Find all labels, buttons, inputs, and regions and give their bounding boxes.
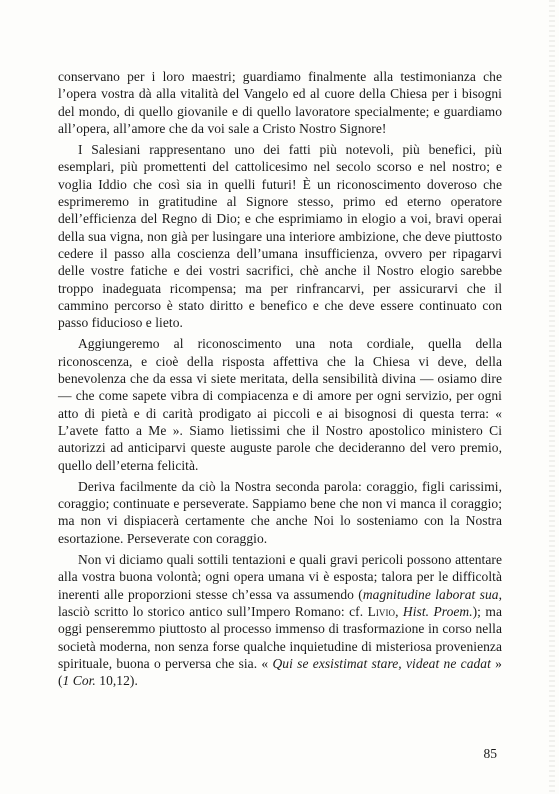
paragraph-5 xyxy=(58,551,502,689)
paragraph-5-text-f: 10,12). xyxy=(95,673,138,689)
paragraph-5-scripture-quote: Qui se exsistimat stare, videat ne cadat xyxy=(272,655,491,671)
paragraph-5-text-d: ); ma oggi penseremmo piuttosto al processo immenso di trasformazione in corso nella società moderna, non senza forse qualche inquietudine di misteriosa provenienza spirituale, buona o perversa che sia. « xyxy=(58,603,502,671)
page-number: 85 xyxy=(483,746,497,761)
paragraph-1-text: conservano per i loro maestri; guardiamo finalmente alla testimonianza che l’opera vostra dà alla vitalità del Vangelo ed al cuore della Chiesa per i bisogni del mondo, di quello giovanile e di quello lavoratore specialmente; e guardiamo all’opera, all’amore che da voi sale a Cristo Nostro Signore! xyxy=(58,69,502,136)
paragraph-5-text-a: Non vi diciamo quali sottili tentazioni e quali gravi pericoli possono attentare alla vostra buona volontà; ogni opera umana vi è esposta; talora per le difficoltà inerenti alle proporzioni stesse ch’essa va assumendo ( xyxy=(58,552,502,602)
paragraph-4 xyxy=(58,478,502,547)
paragraph-3-text: Aggiungeremo al riconoscimento una nota cordiale, quella della riconoscenza, e cioè della risposta affettiva che la Chiesa vi deve, della benevolenza che da essa vi siete meritata, della sensibilità divina — osiamo dire — che come sapete vibra di compiacenza e di amore per ogni servizio, per ogni atto di pietà e di carità prodigato ai piccoli e ai bisognosi di questa terra: « L’avete fatto a Me ». Siamo lietissimi che il Nostro apostolico ministero Ci autorizzi ad anticiparvi queste auguste parole che decideranno del vero premio, quello dell’eterna felicità. xyxy=(58,336,502,473)
paragraph-5-author: Livio xyxy=(367,603,396,619)
paragraph-5-scripture-book: 1 Cor. xyxy=(62,673,96,689)
paragraph-2-text: I Salesiani rappresentano uno dei fatti più notevoli, più benefici, più esemplari, più promettenti del cattolicesimo nel secolo scorso e nel nostro; e voglia Iddio che così sia in quelli futuri! È un riconoscimento doveroso che esprimeremo in gratitudine al Signore stesso, primo ed eterno operatore dell’efficienza del Regno di Dio; e che esprimiamo in elogio a voi, bravi operai della sua vigna, non già per lusingare una interiore ambizione, che deve piuttosto cedere il passo alla coscienza dell’umana insufficienza, ovvero per ripagarvi delle vostre fatiche e dei vostri sacrifici, chè anche il Nostro elogio sarebbe troppo inadeguata ricompensa; ma per rinfrancarvi, per assicurarvi che il cammino percorso è stato diritto e benefico e che deve essere continuato con passo fiducioso e lieto. xyxy=(58,142,502,331)
paragraph-5-text-b: , lasciò scritto lo storico antico sull’Impero Romano: cf. xyxy=(58,586,503,619)
paragraph-5-work-title: Hist. Proem. xyxy=(402,603,473,619)
page-edge-shadow xyxy=(549,0,555,794)
paragraph-4-text: Deriva facilmente da ciò la Nostra seconda parola: coraggio, figli carissimi, coraggio; continuate e perseverate. Sappiamo bene che non vi manca il coraggio; ma non vi dispiacerà certamente che anche Noi lo sosteniamo con la Nostra esortazione. Perseverate con coraggio. xyxy=(58,478,502,546)
paragraph-3 xyxy=(58,335,502,473)
paragraph-5-text-e: » ( xyxy=(58,655,502,689)
paragraph-1 xyxy=(58,68,502,137)
paragraph-5-latin-quote: magnitudine laborat sua xyxy=(362,586,499,602)
paragraph-2 xyxy=(58,141,502,331)
paragraph-5-text-c: , xyxy=(395,603,403,619)
body-text xyxy=(58,68,502,693)
